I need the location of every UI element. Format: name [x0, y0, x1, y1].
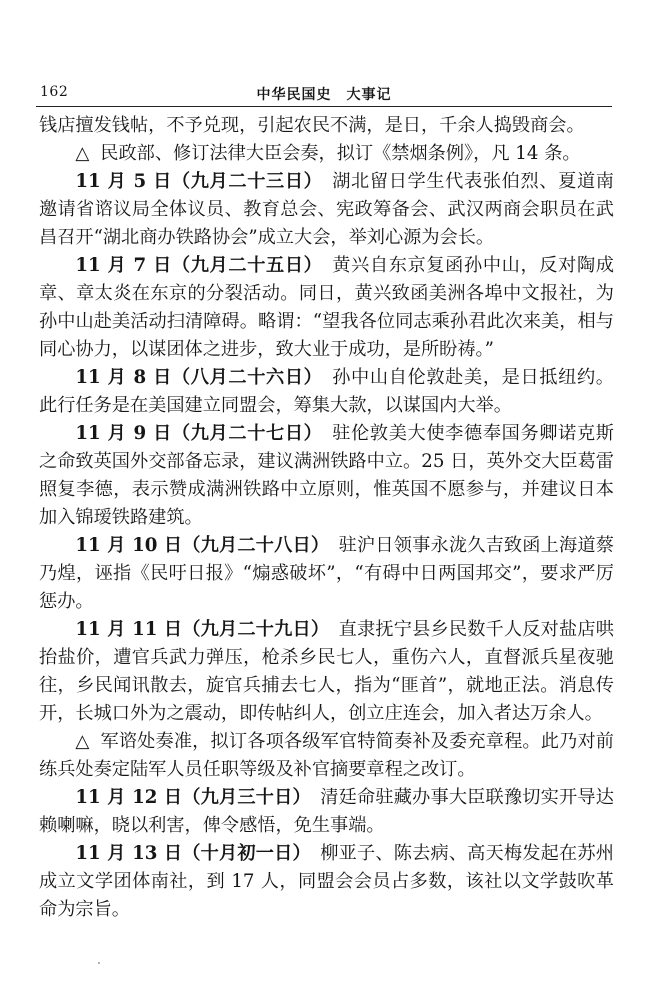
entry-paragraph [39, 140, 614, 168]
entry-text: 驻伦敦美大使李德奉国务卿诺克斯之命致英国外交部备忘录，建议满洲铁路中立。25 日，英外交大臣葛雷照复李德，表示赞成满洲铁路中立原则，惟英国不愿参与，并建议日本加入锦瑷铁路建筑。 [39, 423, 614, 528]
entry-paragraph [39, 252, 614, 364]
entry-date: 11 月 8 日（八月二十六日） [75, 367, 314, 388]
entry-text: 民政部、修订法律大臣会奏，拟订《禁烟条例》，凡 14 条。 [100, 143, 581, 164]
entry-paragraph [39, 616, 614, 728]
triangle-marker-icon: △ [75, 143, 90, 164]
entry-date: 11 月 12 日（九月三十日） [75, 787, 302, 808]
entry-text: 湖北留日学生代表张伯烈、夏道南邀请省谘议局全体议员、教育总会、宪政筹备会、武汉两商会职员在武昌召开“湖北商办铁路协会”成立大会，举刘心源为会长。 [39, 171, 614, 248]
entry-date: 11 月 11 日（九月二十九日） [75, 619, 321, 640]
triangle-marker-icon: △ [75, 731, 90, 752]
entry-text: 柳亚子、陈去病、高天梅发起在苏州成立文学团体南社，到 17 人，同盟会会员占多数，该社以文学鼓吹革命为宗旨。 [39, 843, 614, 920]
scan-speck [98, 962, 100, 964]
entry-paragraph [39, 728, 614, 784]
page-body [39, 112, 614, 924]
header-rule [36, 106, 612, 107]
entry-paragraph [39, 168, 614, 252]
entry-paragraph [39, 784, 614, 840]
running-head-title: 中华民国史 大事记 [256, 87, 392, 103]
entry-paragraph [39, 420, 614, 532]
entry-date: 11 月 10 日（九月二十八日） [75, 535, 321, 556]
entry-text: 黄兴自东京复函孙中山，反对陶成章、章太炎在东京的分裂活动。同日，黄兴致函美洲各埠中文报社，为孙中山赴美活动扫清障碍。略谓：“望我各位同志乘孙君此次来美，相与同心协力，以谋团体之进步，致大业于成功，是所盼祷。” [39, 255, 614, 360]
entry-date: 11 月 5 日（九月二十三日） [75, 171, 314, 192]
entry-paragraph [39, 532, 614, 616]
entry-text: 军谘处奏准，拟订各项各级军官特简奏补及委充章程。此乃对前练兵处奏定陆军人员任职等级及补官摘要章程之改订。 [39, 731, 614, 780]
entry-date: 11 月 9 日（九月二十七日） [75, 423, 314, 444]
entry-text: 孙中山自伦敦赴美，是日抵纽约。此行任务是在美国建立同盟会，筹集大款，以谋国内大举。 [39, 367, 614, 416]
entry-date: 11 月 13 日（十月初一日） [75, 843, 302, 864]
page-header [36, 84, 612, 106]
entry-text: 清廷命驻藏办事大臣联豫切实开导达赖喇嘛，晓以利害，俾令感悟，免生事端。 [39, 787, 614, 836]
entry-date: 11 月 7 日（九月二十五日） [75, 255, 314, 276]
entry-paragraph [39, 364, 614, 420]
entry-paragraph [39, 840, 614, 924]
entry-text: 驻沪日领事永泷久吉致函上海道蔡乃煌，诬指《民吁日报》“煽惑破坏”，“有碍中日两国邦交”，要求严厉惩办。 [39, 535, 614, 612]
entry-paragraph [39, 112, 614, 140]
entry-text: 直隶抚宁县乡民数千人反对盐店哄抬盐价，遭官兵武力弹压，枪杀乡民七人，重伤六人，直督派兵星夜驰往，乡民闻讯散去，旋官兵捕去七人，指为“匪首”，就地正法。消息传开，长城口外为之震动，即传帖纠人，创立庄连会，加入者达万余人。 [39, 619, 614, 724]
page-number: 162 [40, 84, 69, 100]
entry-text: 钱店擅发钱帖，不予兑现，引起农民不满，是日，千余人捣毁商会。 [39, 115, 585, 136]
